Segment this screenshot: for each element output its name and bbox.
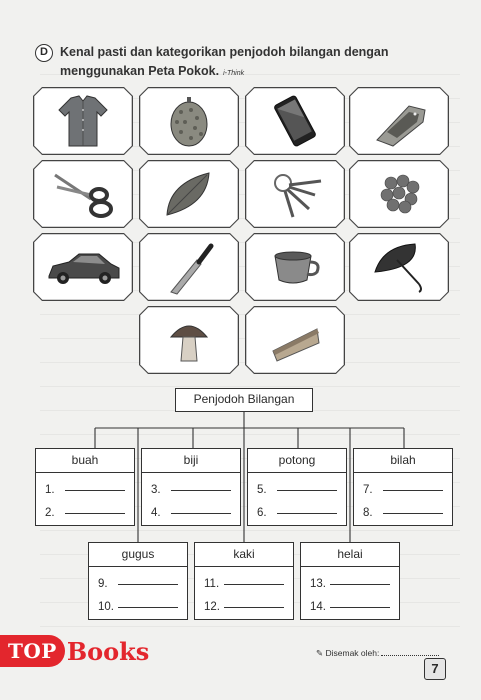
picture-box-grapes bbox=[349, 160, 449, 228]
fish-icon bbox=[357, 92, 441, 150]
item-number: 6. bbox=[257, 507, 267, 519]
logo-books: Books bbox=[66, 636, 150, 666]
answer-line-7[interactable] bbox=[383, 477, 443, 491]
picture-box-cup bbox=[245, 233, 345, 301]
mushroom-icon bbox=[147, 311, 231, 369]
picture-box-umbrella bbox=[349, 233, 449, 301]
keys-icon bbox=[253, 165, 337, 223]
category-box-kaki bbox=[194, 542, 294, 620]
category-label: biji bbox=[142, 449, 240, 473]
category-label: gugus bbox=[89, 543, 187, 567]
picture-box-shirt bbox=[33, 87, 133, 155]
picture-box-car bbox=[33, 233, 133, 301]
answer-line-11[interactable] bbox=[224, 571, 284, 585]
category-box-gugus bbox=[88, 542, 188, 620]
answer-line-1[interactable] bbox=[65, 477, 125, 491]
item-number: 10. bbox=[98, 601, 114, 613]
scissors-icon bbox=[41, 165, 125, 223]
answer-line-4[interactable] bbox=[171, 500, 231, 514]
category-label: bilah bbox=[354, 449, 452, 473]
tree-root: Penjodoh Bilangan bbox=[175, 388, 313, 412]
car-icon bbox=[41, 238, 125, 296]
picture-box-cake-slice bbox=[245, 306, 345, 374]
item-number: 14. bbox=[310, 601, 326, 613]
topbooks-logo bbox=[0, 632, 149, 670]
answer-line-5[interactable] bbox=[277, 477, 337, 491]
cake-slice-icon bbox=[253, 311, 337, 369]
instruction-text bbox=[60, 43, 460, 83]
category-box-helai bbox=[300, 542, 400, 620]
category-label: kaki bbox=[195, 543, 293, 567]
smartphone-icon bbox=[253, 92, 337, 150]
picture-box-leaf bbox=[139, 160, 239, 228]
answer-line-14[interactable] bbox=[330, 594, 390, 608]
item-number: 2. bbox=[45, 507, 55, 519]
umbrella-icon bbox=[357, 238, 441, 296]
item-number: 13. bbox=[310, 578, 326, 590]
picture-box-keys bbox=[245, 160, 345, 228]
cup-icon bbox=[253, 238, 337, 296]
leaf-icon bbox=[147, 165, 231, 223]
category-label: helai bbox=[301, 543, 399, 567]
answer-line-12[interactable] bbox=[224, 594, 284, 608]
answer-line-10[interactable] bbox=[118, 594, 178, 608]
answer-line-8[interactable] bbox=[383, 500, 443, 514]
picture-box-smartphone bbox=[245, 87, 345, 155]
category-label: potong bbox=[248, 449, 346, 473]
checked-by-label: Disemak oleh: bbox=[325, 648, 380, 658]
category-box-buah bbox=[35, 448, 135, 526]
item-number: 3. bbox=[151, 484, 161, 496]
instruction-body: Kenal pasti dan kategorikan penjodoh bilangan dengan menggunakan Peta Pokok. bbox=[60, 45, 389, 78]
picture-box-scissors bbox=[33, 160, 133, 228]
grapes-icon bbox=[357, 165, 441, 223]
category-box-potong bbox=[247, 448, 347, 526]
picture-box-durian bbox=[139, 87, 239, 155]
answer-line-13[interactable] bbox=[330, 571, 390, 585]
item-number: 4. bbox=[151, 507, 161, 519]
picture-box-fish bbox=[349, 87, 449, 155]
item-number: 11. bbox=[204, 578, 220, 590]
category-label: buah bbox=[36, 449, 134, 473]
signature-line[interactable] bbox=[381, 655, 439, 656]
logo-top: TOP bbox=[0, 635, 65, 667]
item-number: 9. bbox=[98, 578, 108, 590]
knife-icon bbox=[147, 238, 231, 296]
answer-line-2[interactable] bbox=[65, 500, 125, 514]
category-box-biji bbox=[141, 448, 241, 526]
pencil-icon: ✎ bbox=[316, 648, 324, 658]
item-number: 7. bbox=[363, 484, 373, 496]
shirt-icon bbox=[41, 92, 125, 150]
checked-by bbox=[316, 648, 439, 659]
answer-line-6[interactable] bbox=[277, 500, 337, 514]
item-number: 12. bbox=[204, 601, 220, 613]
item-number: 8. bbox=[363, 507, 373, 519]
answer-line-9[interactable] bbox=[118, 571, 178, 585]
category-box-bilah bbox=[353, 448, 453, 526]
item-number: 5. bbox=[257, 484, 267, 496]
answer-line-3[interactable] bbox=[171, 477, 231, 491]
item-number: 1. bbox=[45, 484, 55, 496]
ithink-label: i-Think bbox=[223, 70, 245, 77]
durian-icon bbox=[147, 92, 231, 150]
page-number: 7 bbox=[424, 658, 446, 680]
picture-box-knife bbox=[139, 233, 239, 301]
section-badge: D bbox=[35, 44, 53, 62]
picture-box-mushroom bbox=[139, 306, 239, 374]
